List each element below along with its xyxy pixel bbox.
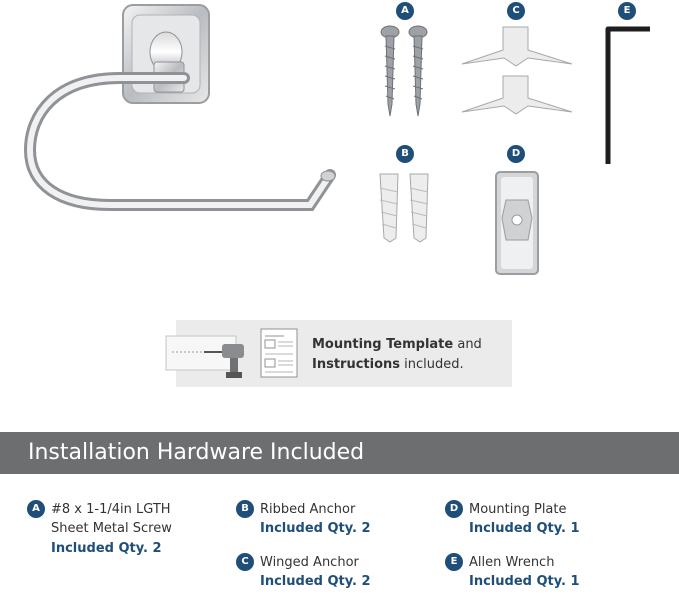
item-badge-b: B <box>236 500 254 518</box>
item-b-line1: Ribbed Anchor <box>260 502 356 517</box>
badge-d: D <box>507 145 525 163</box>
screw-icon <box>375 24 435 119</box>
item-badge-a: A <box>27 500 45 518</box>
allen-wrench-icon <box>596 24 656 169</box>
item-badge-d: D <box>445 500 463 518</box>
item-c-line1: Winged Anchor <box>260 555 359 570</box>
instructions-bold: Instructions <box>312 357 401 372</box>
toilet-paper-holder-image <box>20 0 350 230</box>
winged-anchor-icon <box>458 22 576 118</box>
item-a-line2: Sheet Metal Screw <box>51 521 172 536</box>
template-mid: and <box>453 337 482 352</box>
badge-e: E <box>618 2 636 20</box>
instructions-document-icon <box>260 328 298 378</box>
item-a-qty: Included Qty. 2 <box>51 541 162 556</box>
drill-template-icon <box>164 330 254 380</box>
template-bold: Mounting Template <box>312 337 454 352</box>
item-d-line1: Mounting Plate <box>469 502 567 517</box>
template-note <box>312 335 482 375</box>
item-c-qty: Included Qty. 2 <box>260 574 371 589</box>
badge-a: A <box>396 2 414 20</box>
item-e-line1: Allen Wrench <box>469 555 555 570</box>
ribbed-anchor-icon <box>374 168 436 243</box>
item-e-qty: Included Qty. 1 <box>469 574 580 589</box>
mounting-plate-icon <box>492 168 542 278</box>
template-end: included. <box>400 357 464 372</box>
item-badge-c: C <box>236 553 254 571</box>
badge-b: B <box>396 145 414 163</box>
item-d-qty: Included Qty. 1 <box>469 521 580 536</box>
item-a-line1: #8 x 1-1/4in LGTH <box>51 502 171 517</box>
banner-title: Installation Hardware Included <box>28 440 365 465</box>
badge-c: C <box>507 2 525 20</box>
item-b-qty: Included Qty. 2 <box>260 521 371 536</box>
item-badge-e: E <box>445 553 463 571</box>
